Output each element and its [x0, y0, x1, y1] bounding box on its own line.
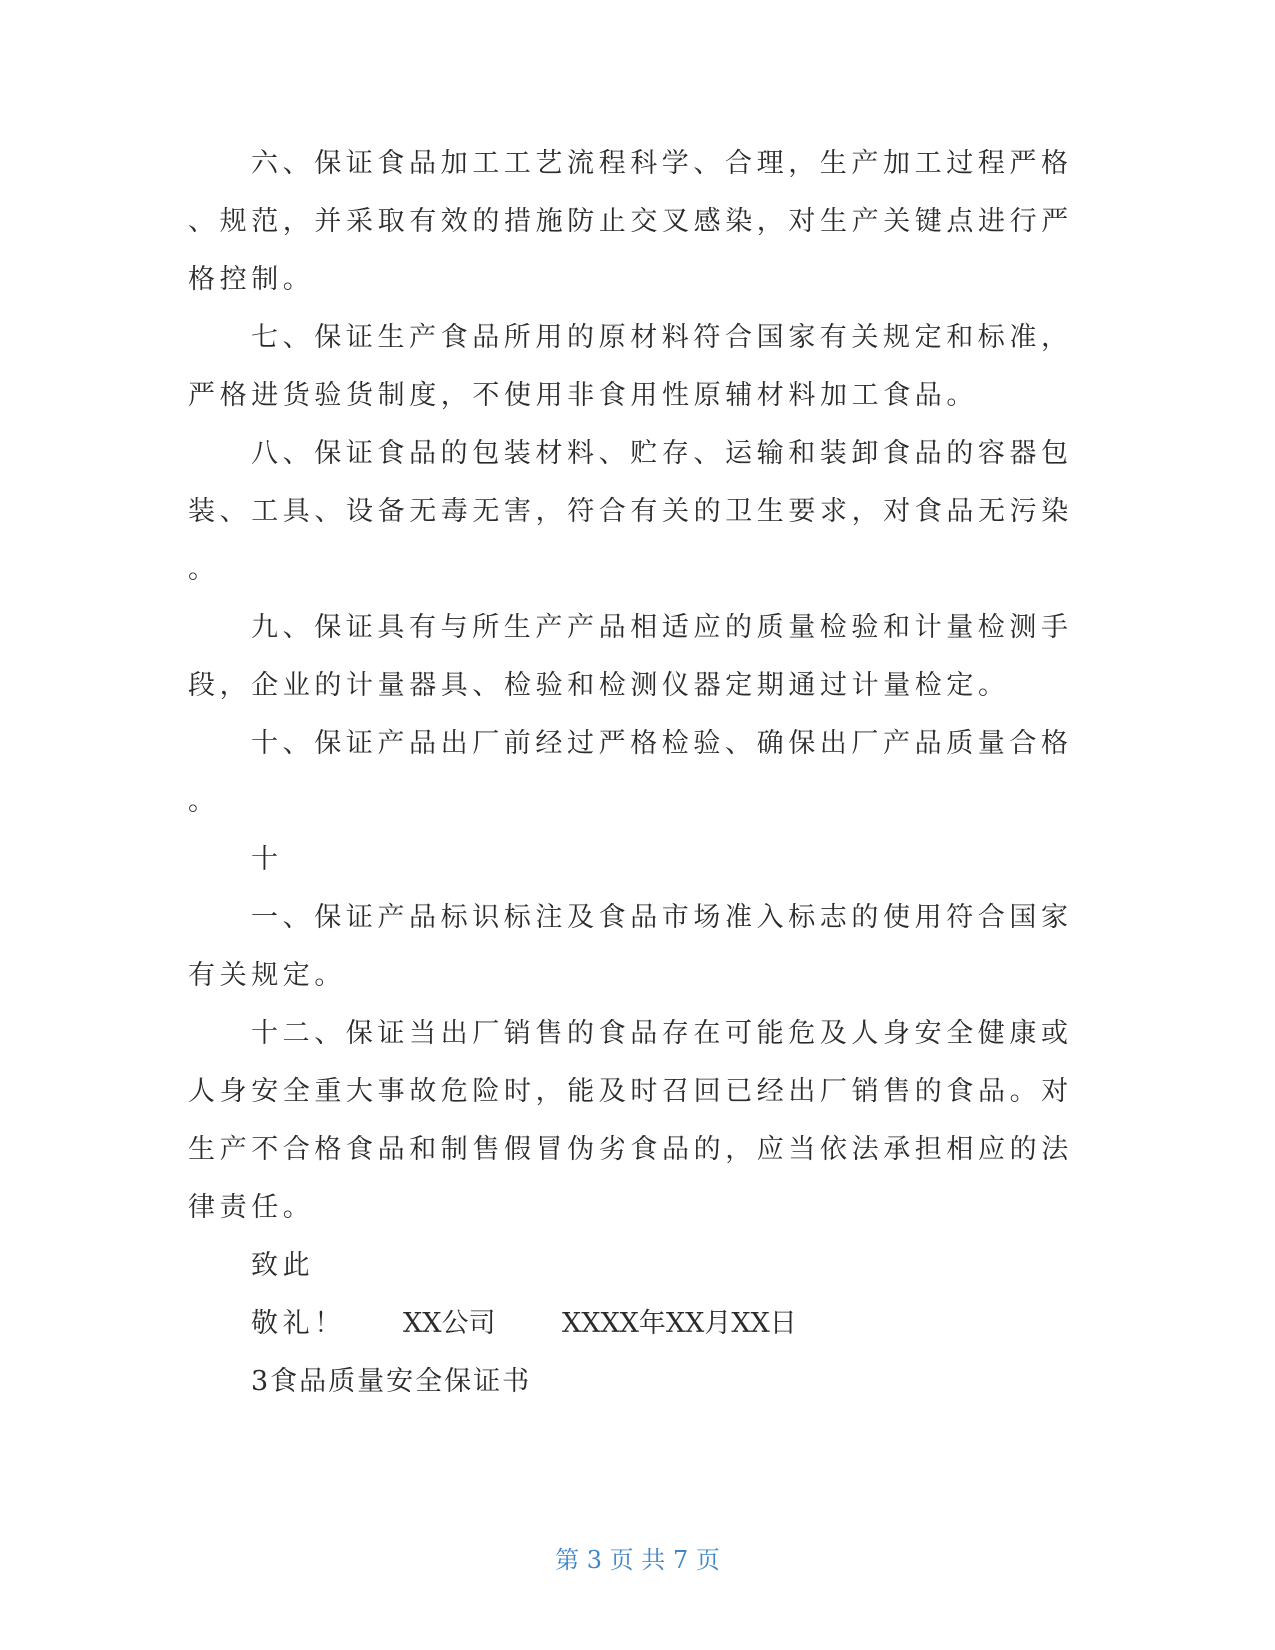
paragraph-12-line-3: 生产不合格食品和制售假冒伪劣食品的，应当依法承担相应的法 [188, 1134, 1073, 1165]
next-section-title: 3食品质量安全保证书 [251, 1366, 532, 1397]
paragraph-12-line-2: 人身安全重大事故危险时，能及时召回已经出厂销售的食品。对 [188, 1076, 1073, 1107]
paragraph-10-line-2: 。 [188, 786, 220, 817]
closing-phrase: 致此 [251, 1250, 315, 1281]
paragraph-8-line-3: 。 [188, 554, 220, 585]
paragraph-7-line-1: 七、保证生产食品所用的原材料符合国家有关规定和标准， [251, 322, 1073, 353]
paragraph-6-line-2: 、规范，并采取有效的措施防止交叉感染，对生产关键点进行严 [188, 206, 1073, 237]
signature-closing: 敬礼！ [251, 1308, 346, 1339]
paragraph-11-number: 十 [251, 844, 283, 875]
page-footer: 第 3 页 共 7 页 [555, 1546, 720, 1574]
paragraph-7-line-2: 严格进货验货制度，不使用非食用性原辅材料加工食品。 [188, 380, 978, 411]
paragraph-12-line-1: 十二、保证当出厂销售的食品存在可能危及人身安全健康或 [251, 1018, 1073, 1049]
paragraph-11-line-2: 有关规定。 [188, 960, 346, 991]
paragraph-6-line-3: 格控制。 [188, 264, 315, 295]
paragraph-10-line-1: 十、保证产品出厂前经过严格检验、确保出厂产品质量合格 [251, 728, 1073, 759]
signature-company: XX公司 [403, 1308, 496, 1339]
signature-line [0, 1304, 1275, 1344]
signature-date: XXXX年XX月XX日 [562, 1308, 797, 1339]
paragraph-6-line-1: 六、保证食品加工工艺流程科学、合理，生产加工过程严格 [251, 148, 1073, 179]
paragraph-11-line-1: 一、保证产品标识标注及食品市场准入标志的使用符合国家 [251, 902, 1073, 933]
paragraph-9-line-2: 段，企业的计量器具、检验和检测仪器定期通过计量检定。 [188, 670, 1010, 701]
paragraph-12-line-4: 律责任。 [188, 1192, 315, 1223]
paragraph-8-line-1: 八、保证食品的包装材料、贮存、运输和装卸食品的容器包 [251, 438, 1073, 469]
paragraph-8-line-2: 装、工具、设备无毒无害，符合有关的卫生要求，对食品无污染 [188, 496, 1073, 527]
paragraph-9-line-1: 九、保证具有与所生产产品相适应的质量检验和计量检测手 [251, 612, 1073, 643]
